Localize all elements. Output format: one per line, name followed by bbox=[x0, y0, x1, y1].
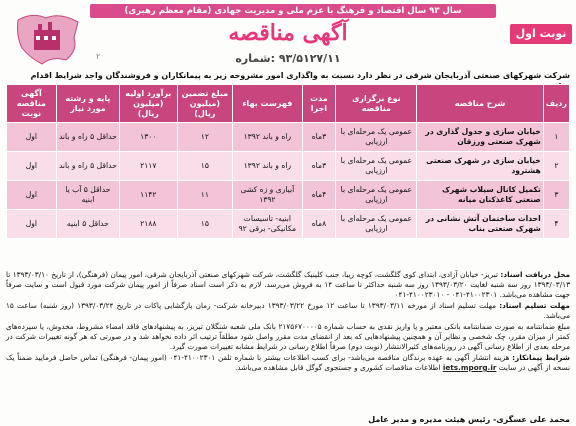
note-deadline-text: مهلت تسلیم اسناد از مورخه ۱۳۹۳/۰۳/۱۱ تا ساعت ۱۲ مورخ ۱۳۹۳/۰۳/۲۲ دبیرخانه شرکت- زمان بازگشایی پاکات در تاریخ ۱۳۹۳/۰۳/۲۴ (روز شنبه) ساعت ۱۵ می‌باشد. bbox=[6, 301, 570, 320]
number-label: شماره: bbox=[235, 52, 275, 65]
table-row bbox=[7, 123, 570, 152]
note-guarantee bbox=[6, 322, 570, 352]
signature: محمد علی عسگری- رئیس هیئت مدیره و مدیر عامل bbox=[368, 415, 570, 424]
row-num: ۴ bbox=[543, 210, 569, 239]
year-slogan: سال ۹۳ سال اقتصاد و فرهنگ با عزم ملی و مدیریت جهادی (مقام معظم رهبری) bbox=[90, 4, 496, 18]
col-price-list: فهرست بهاء bbox=[233, 85, 302, 123]
row-round: اول bbox=[7, 210, 57, 239]
row-desc: احداث ساختمان آتش نشانی در شهرک صنعتی بناب bbox=[417, 210, 543, 239]
row-guarantee: ۱۵ bbox=[177, 210, 233, 239]
notes-section bbox=[6, 270, 570, 374]
row-type: عمومی یک مرحله‌ای با ارزیابی bbox=[336, 210, 417, 239]
note-deadline-label: مهلت تسلیم اسناد: bbox=[499, 301, 570, 310]
note-conditions-tail: اطلاعات مناقصات کشوری و جستجوی گوگل قابل مشاهده می‌باشد. bbox=[234, 363, 441, 372]
note-guarantee-text: مبلغ ضمانتنامه به صورت ضمانتنامه بانکی معتبر و یا واریز نقدی به حساب شماره ۲۱۷۵۶۷۰۰۰۰۵ بانک ملی شعبه شنگلان تبریز، به پیشنهادهای فاقد امضاء مشروط، مخدوش، یا سپرده‌های کمتر از میزان مقرر، چک شخصی و نظایر آن و همچنین پیشنهادهایی که بعد از انقضای مدت مقرر واصل شود مطلقاً ترتیب اثر داده نخواهد شد و در صورتی که هر گونه تغییرات شرکت در مرحله بعدی از اطلاع رسانی آگهی در روزنامه‌های کثیرالانتشار (نوبت دوم) صرفاً اطلاع رسانی در شرایط مشابه تغییرات صورت گیرد. bbox=[6, 322, 570, 351]
row-desc: تکمیل کانال سیلاب شهرک صنعتی کاغذکنان میانه bbox=[417, 181, 543, 210]
notice-title: آگهی مناقصه bbox=[228, 20, 348, 46]
tender-table bbox=[6, 84, 570, 239]
row-price-list: راه و باند ۱۳۹۲ bbox=[233, 152, 302, 181]
row-type: عمومی یک مرحله‌ای با ارزیابی bbox=[336, 181, 417, 210]
col-guarantee: مبلغ تضمین (میلیون ریال) bbox=[177, 85, 233, 123]
note-documents-label: محل دریافت اسناد: bbox=[500, 270, 571, 279]
row-estimate: ۱۱۴۲ bbox=[120, 181, 178, 210]
row-num: ۲ bbox=[543, 152, 569, 181]
note-conditions-text: هزینه انتشار آگهی به عهده برندگان مناقصه می‌باشد- برای کسب اطلاعات بیشتر با شماره تلفن ۴۱۰۰۲۳۰۱-۰۴۱ (امور پیمان- فرهنگی) تماس حاصل فرمایید ضمناً یک نسخه از آگهی در سایت bbox=[6, 353, 570, 372]
table-row bbox=[7, 152, 570, 181]
row-desc: خیابان سازی در شهرک صنعتی هشترود bbox=[417, 152, 543, 181]
row-duration: ۸ماه bbox=[302, 210, 336, 239]
row-estimate: ۱۳۰۰ bbox=[120, 123, 178, 152]
row-guarantee: ۱۵ bbox=[177, 152, 233, 181]
row-grade: حداقل ۵ راه و باند bbox=[56, 123, 119, 152]
row-duration: ۳ماه bbox=[302, 123, 336, 152]
col-estimate: برآورد اولیه (میلیون ریال) bbox=[120, 85, 178, 123]
row-round: اول bbox=[7, 152, 57, 181]
row-round: اول bbox=[7, 181, 57, 210]
table-header-row bbox=[7, 85, 570, 123]
row-grade: حداقل ۵ راه و باند bbox=[56, 152, 119, 181]
row-price-list: آبیاری و زه کشی ۱۳۹۲ bbox=[233, 181, 302, 210]
note-documents-text: تبریز- خیابان آزادی، ابتدای کوی گلگشت، کوچه زیبا، جنب کلینیک گلگشت، شرکت شهرکهای صنعتی آذربایجان شرقی، امور پیمان (فرهنگی)، از تاریخ ۱۳۹۳/۰۳/۱۰ تا ۱۳۹۳/۰۳/۱۳ روز سه شنبه لغایت ۱۳۹۳/۰۳/۲۰ روز سه شنبه حداکثر تا ساعت ۱۴ به فروش می‌رسد. لازم به ذکر است اسناد صرفاً از امور پیمان شرکت مورد قبول است و سایت صرفاً جهت مشاهده می‌باشد. ۴۱۰۰۲۳۰۱-۰۴۱ - ۴۱۰۰۲۳۰۱۰-۰۴۱ bbox=[6, 270, 570, 299]
row-duration: ۴ماه bbox=[302, 181, 336, 210]
row-duration: ۳ماه bbox=[302, 152, 336, 181]
page-mark: ۲ bbox=[96, 52, 101, 61]
note-conditions bbox=[6, 353, 570, 373]
col-duration: مدت اجرا bbox=[302, 85, 336, 123]
row-price-list: راه و باند ۱۳۹۲ bbox=[233, 123, 302, 152]
row-grade: حداقل ۵ ابنیه bbox=[56, 210, 119, 239]
row-type: عمومی یک مرحله‌ای با ارزیابی bbox=[336, 152, 417, 181]
col-round: آگهی مناقصه نوبت bbox=[7, 85, 57, 123]
col-grade: پایه و رشته مورد نیاز bbox=[56, 85, 119, 123]
company-logo bbox=[12, 8, 84, 68]
round-badge: نوبت اول bbox=[510, 24, 572, 44]
row-price-list: ابنیه- تاسیسات مکانیکی- برقی ۹۲ bbox=[233, 210, 302, 239]
website-link[interactable]: iets.mporg.ir bbox=[442, 363, 497, 372]
row-desc: خیابان سازی و جدول گذاری در شهرک صنعتی ورزقان bbox=[417, 123, 543, 152]
table-row bbox=[7, 181, 570, 210]
intro-text: شرکت شهرکهای صنعتی آذربایجان شرقی در نظر دارد نسبت به واگذاری امور مشروحه زیر به پیمانکاران و فروشندگان واجد شرایط اقدام bbox=[30, 71, 570, 80]
col-type: نوع برگزاری مناقصه bbox=[336, 85, 417, 123]
row-guarantee: ۱۲ bbox=[177, 123, 233, 152]
row-num: ۱ bbox=[543, 123, 569, 152]
note-deadline bbox=[6, 301, 570, 321]
row-type: عمومی یک مرحله‌ای با ارزیابی bbox=[336, 123, 417, 152]
row-estimate: ۲۱۸۸ bbox=[120, 210, 178, 239]
col-desc: شرح مناقصه bbox=[417, 85, 543, 123]
note-conditions-label: شرایط پیمانکار: bbox=[512, 353, 570, 362]
notice-number bbox=[200, 52, 376, 65]
number-value: ۹۳/۵۱۲۷/۱۱ bbox=[278, 52, 341, 65]
row-num: ۳ bbox=[543, 181, 569, 210]
col-num: ردیف bbox=[543, 85, 569, 123]
note-documents bbox=[6, 270, 570, 300]
row-estimate: ۲۱۱۷ bbox=[120, 152, 178, 181]
row-grade: حداقل ۵ آب یا ابنیه bbox=[56, 181, 119, 210]
row-round: اول bbox=[7, 123, 57, 152]
row-guarantee: ۱۱ bbox=[177, 181, 233, 210]
table-row bbox=[7, 210, 570, 239]
